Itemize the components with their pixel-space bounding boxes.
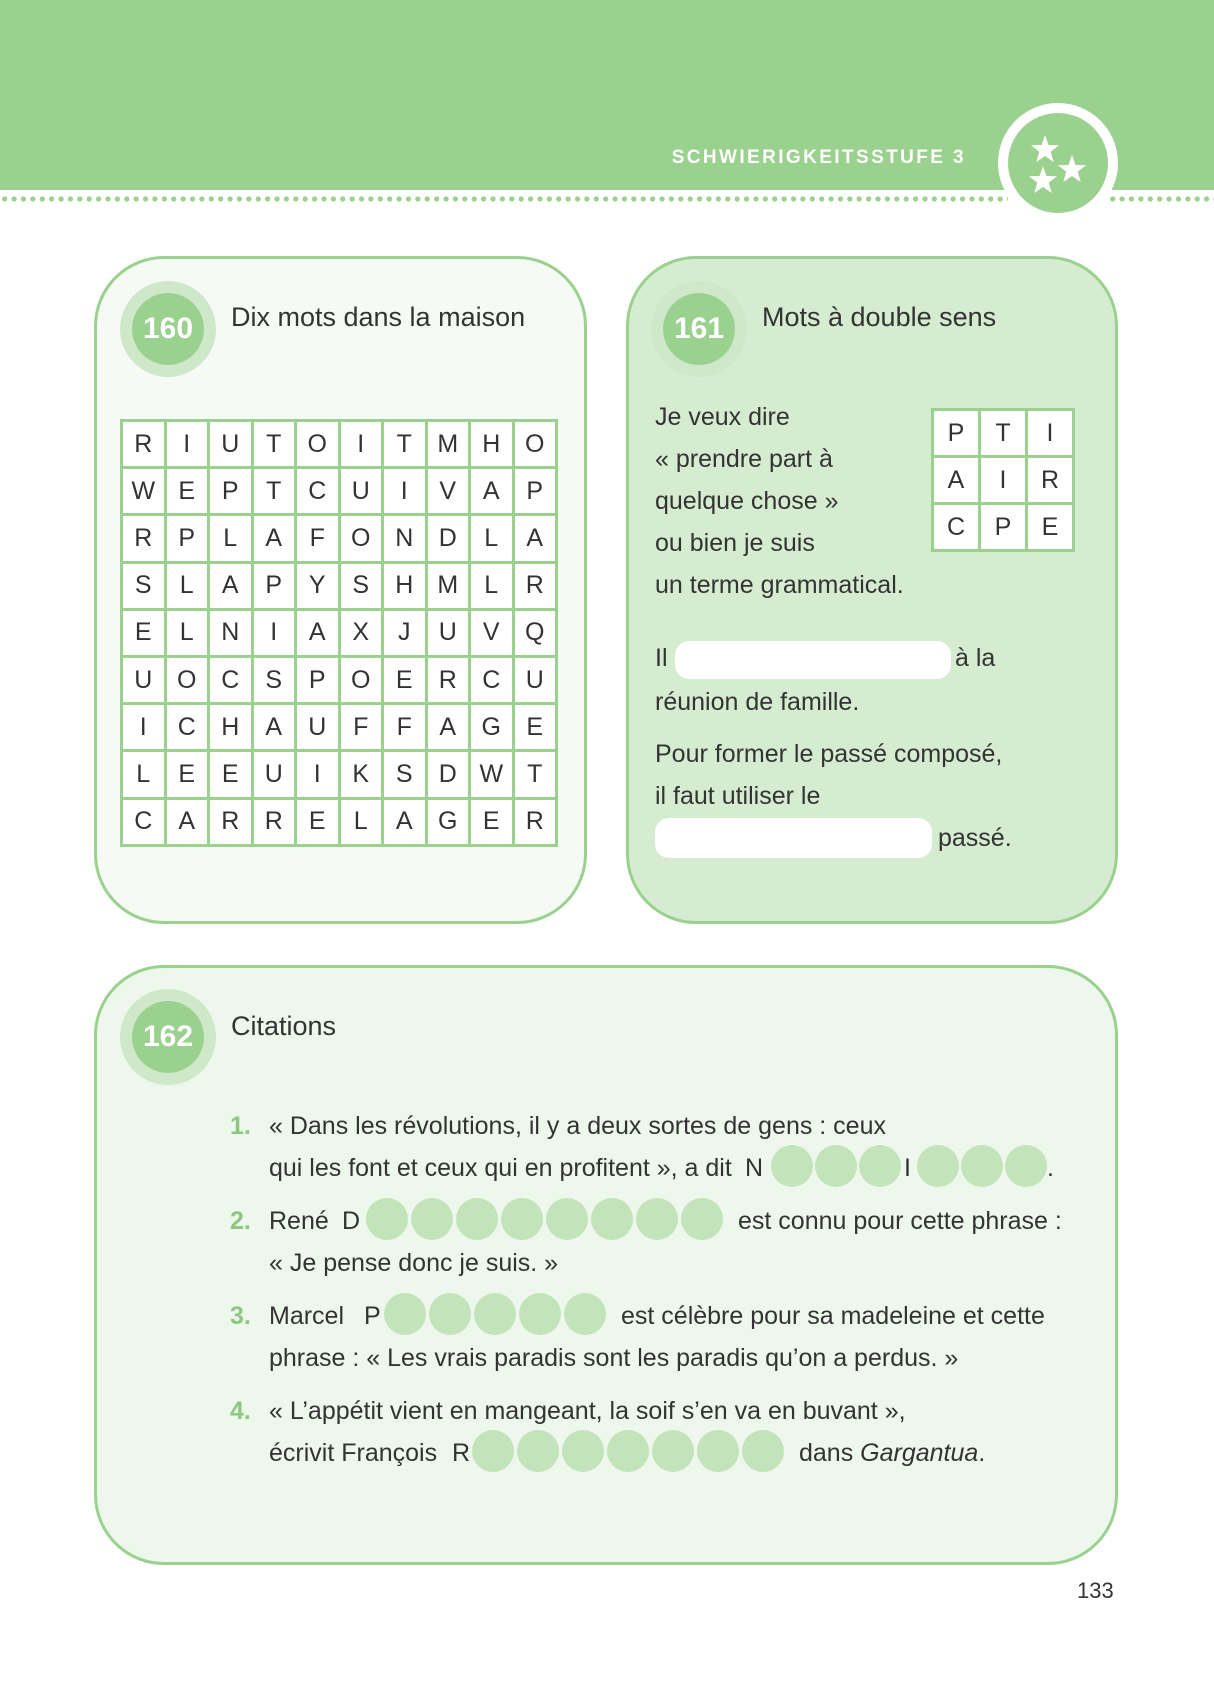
quote-3-first-name: Marcel — [269, 1302, 345, 1330]
grid-cell[interactable]: A — [470, 468, 514, 515]
grid-row — [122, 562, 557, 609]
grid-cell[interactable]: E — [513, 704, 557, 751]
grid-cell[interactable]: N — [383, 515, 427, 562]
grid-cell[interactable]: D — [426, 515, 470, 562]
letter-grid-row — [933, 410, 1074, 457]
letter-circle[interactable] — [562, 1430, 604, 1472]
sentence-2-line-1: Pour former le passé composé, — [655, 740, 1003, 768]
grid-row — [122, 468, 557, 515]
grid-cell[interactable]: T — [513, 751, 557, 798]
grid-row — [122, 751, 557, 798]
difficulty-level-label: SCHWIERIGKEITSSTUFE 3 — [671, 147, 966, 168]
letter-circle[interactable] — [384, 1293, 426, 1335]
grid-cell[interactable]: P — [296, 656, 340, 703]
letter-circle[interactable] — [474, 1293, 516, 1335]
exercise-161-title: Mots à double sens — [762, 302, 997, 332]
letter-circle[interactable] — [472, 1430, 514, 1472]
quote-4-dans: dans — [799, 1439, 854, 1467]
exercise-162-card — [94, 965, 1118, 1565]
grid-cell[interactable]: R — [209, 798, 253, 845]
grid-cell[interactable]: K — [339, 751, 383, 798]
grid-row — [122, 421, 557, 468]
sentence-1-end: réunion de famille. — [655, 688, 860, 716]
letter-cell: A — [933, 457, 980, 504]
letter-circle[interactable] — [366, 1198, 408, 1240]
quote-4-after — [799, 1439, 985, 1468]
letter-circle[interactable] — [591, 1198, 633, 1240]
grid-cell[interactable]: E — [470, 798, 514, 845]
exercise-162-number-badge — [120, 989, 216, 1085]
letter-circle[interactable] — [1005, 1145, 1047, 1187]
grid-cell[interactable]: I — [165, 421, 209, 468]
dotted-divider-right — [1108, 195, 1214, 203]
quote-1-letter-n: N — [745, 1154, 764, 1182]
grid-row — [122, 798, 557, 845]
grid-cell[interactable]: L — [470, 562, 514, 609]
letter-grid — [931, 408, 1075, 552]
letter-circle[interactable] — [961, 1145, 1003, 1187]
grid-cell[interactable]: A — [513, 515, 557, 562]
letter-cell: T — [980, 410, 1027, 457]
grid-cell[interactable]: M — [426, 421, 470, 468]
grid-row — [122, 656, 557, 703]
grid-cell[interactable]: U — [296, 704, 340, 751]
grid-cell[interactable]: E — [209, 751, 253, 798]
three-stars-icon — [998, 103, 1118, 223]
grid-cell[interactable]: L — [122, 751, 166, 798]
letter-circle[interactable] — [607, 1430, 649, 1472]
grid-cell[interactable]: P — [165, 515, 209, 562]
grid-cell[interactable]: C — [122, 798, 166, 845]
grid-cell[interactable]: E — [165, 751, 209, 798]
grid-cell[interactable]: E — [296, 798, 340, 845]
grid-cell[interactable]: R — [122, 515, 166, 562]
grid-cell[interactable]: C — [296, 468, 340, 515]
grid-cell[interactable]: H — [209, 704, 253, 751]
letter-circle[interactable] — [517, 1430, 559, 1472]
grid-cell[interactable]: I — [296, 751, 340, 798]
grid-cell[interactable]: O — [165, 656, 209, 703]
letter-cell: R — [1027, 457, 1074, 504]
grid-cell[interactable]: U — [339, 468, 383, 515]
book-title: Gargantua — [860, 1439, 979, 1467]
exercise-number: 161 — [663, 293, 735, 365]
grid-cell[interactable]: R — [252, 798, 296, 845]
grid-cell[interactable]: A — [252, 704, 296, 751]
letter-cell: C — [933, 504, 980, 551]
grid-cell[interactable]: E — [383, 656, 427, 703]
quote-4-number: 4. — [230, 1397, 251, 1425]
grid-cell[interactable]: T — [252, 421, 296, 468]
letter-cell: I — [980, 457, 1027, 504]
letter-cell: I — [1027, 410, 1074, 457]
exercise-number: 160 — [132, 293, 204, 365]
quote-2-first-name: René — [269, 1207, 329, 1235]
grid-cell[interactable]: U — [513, 656, 557, 703]
exercise-number: 162 — [132, 1001, 204, 1073]
grid-cell[interactable]: U — [426, 609, 470, 656]
quote-4-line-1: « L’appétit vient en mangeant, la soif s’en va en buvant », — [269, 1397, 906, 1425]
grid-cell[interactable]: O — [296, 421, 340, 468]
grid-cell[interactable]: J — [383, 609, 427, 656]
sentence-1-start: Il — [655, 644, 668, 672]
grid-cell[interactable]: F — [296, 515, 340, 562]
grid-cell[interactable]: S — [252, 656, 296, 703]
grid-cell[interactable]: P — [209, 468, 253, 515]
answer-blank-1[interactable] — [675, 641, 951, 679]
letter-cell: P — [933, 410, 980, 457]
grid-cell[interactable]: A — [383, 798, 427, 845]
grid-cell[interactable]: U — [252, 751, 296, 798]
grid-cell[interactable]: V — [426, 468, 470, 515]
grid-cell[interactable]: F — [383, 704, 427, 751]
quote-1-letter-i: I — [904, 1154, 911, 1182]
grid-cell[interactable]: I — [383, 468, 427, 515]
letter-circle[interactable] — [519, 1293, 561, 1335]
grid-cell[interactable]: H — [383, 562, 427, 609]
letter-cell: P — [980, 504, 1027, 551]
grid-cell[interactable]: A — [296, 609, 340, 656]
grid-row — [122, 704, 557, 751]
quote-2-after: est connu pour cette phrase : — [738, 1207, 1062, 1235]
grid-cell[interactable]: W — [470, 751, 514, 798]
grid-cell[interactable]: A — [426, 704, 470, 751]
grid-row — [122, 515, 557, 562]
grid-cell[interactable]: O — [513, 421, 557, 468]
letter-circle[interactable] — [742, 1430, 784, 1472]
quote-2-letter-d: D — [342, 1207, 361, 1235]
letter-cell: E — [1027, 504, 1074, 551]
quote-3-letter-p: P — [364, 1302, 381, 1330]
exercise-161-number-badge — [651, 281, 747, 377]
letter-circle[interactable] — [815, 1145, 857, 1187]
word-search-grid — [120, 419, 558, 847]
letter-circle[interactable] — [681, 1198, 723, 1240]
grid-cell[interactable]: L — [470, 515, 514, 562]
letter-circle[interactable] — [652, 1430, 694, 1472]
grid-cell[interactable]: G — [470, 704, 514, 751]
grid-cell[interactable]: C — [470, 656, 514, 703]
letter-circle[interactable] — [546, 1198, 588, 1240]
riddle-line: « prendre part à — [655, 445, 833, 473]
grid-cell[interactable]: G — [426, 798, 470, 845]
sentence-2-line-2: il faut utiliser le — [655, 782, 821, 810]
grid-cell[interactable]: T — [383, 421, 427, 468]
page-number: 133 — [1077, 1578, 1114, 1603]
grid-cell[interactable]: I — [339, 421, 383, 468]
grid-cell[interactable]: L — [339, 798, 383, 845]
grid-cell[interactable]: H — [470, 421, 514, 468]
grid-cell[interactable]: A — [209, 562, 253, 609]
grid-cell[interactable]: R — [426, 656, 470, 703]
sentence-1-mid: à la — [955, 644, 996, 672]
grid-cell[interactable]: C — [165, 704, 209, 751]
grid-cell[interactable]: R — [513, 562, 557, 609]
grid-cell[interactable]: A — [252, 515, 296, 562]
grid-cell[interactable]: R — [513, 798, 557, 845]
grid-cell[interactable]: Q — [513, 609, 557, 656]
exercise-160-number-badge — [120, 281, 216, 377]
quote-1-line-2: qui les font et ceux qui en profitent », a dit — [269, 1154, 732, 1182]
grid-cell[interactable]: D — [426, 751, 470, 798]
quote-3-line-2: phrase : « Les vrais paradis sont les paradis qu’on a perdus. » — [269, 1344, 959, 1372]
grid-cell[interactable]: V — [470, 609, 514, 656]
quote-3-number: 3. — [230, 1302, 251, 1330]
quote-1-end: . — [1047, 1154, 1054, 1182]
riddle-line: Je veux dire — [655, 403, 790, 431]
grid-cell[interactable]: X — [339, 609, 383, 656]
letter-circle[interactable] — [429, 1293, 471, 1335]
dotted-divider — [0, 195, 1008, 203]
grid-row — [122, 609, 557, 656]
letter-circle[interactable] — [411, 1198, 453, 1240]
grid-cell[interactable]: F — [339, 704, 383, 751]
grid-cell[interactable]: L — [209, 515, 253, 562]
grid-cell[interactable]: I — [122, 704, 166, 751]
answer-blank-2[interactable] — [655, 818, 932, 858]
letter-grid-row — [933, 457, 1074, 504]
letter-circle[interactable] — [917, 1145, 959, 1187]
quote-2-number: 2. — [230, 1207, 251, 1235]
letter-circle[interactable] — [771, 1145, 813, 1187]
riddle-line: un terme grammatical. — [655, 571, 904, 599]
grid-cell[interactable]: P — [513, 468, 557, 515]
grid-cell[interactable]: E — [122, 609, 166, 656]
quote-4-author: écrivit François — [269, 1439, 438, 1467]
quote-1-number: 1. — [230, 1112, 251, 1140]
riddle-line: quelque chose » — [655, 487, 839, 515]
grid-cell[interactable]: E — [165, 468, 209, 515]
letter-circle[interactable] — [636, 1198, 678, 1240]
grid-cell[interactable]: U — [209, 421, 253, 468]
exercise-162-title: Citations — [231, 1011, 337, 1041]
quote-4-end: . — [978, 1439, 986, 1467]
letter-circle[interactable] — [501, 1198, 543, 1240]
riddle-line: ou bien je suis — [655, 529, 815, 557]
grid-cell[interactable]: T — [252, 468, 296, 515]
grid-cell[interactable]: C — [209, 656, 253, 703]
grid-cell[interactable]: W — [122, 468, 166, 515]
grid-cell[interactable]: O — [339, 656, 383, 703]
grid-cell[interactable]: S — [122, 562, 166, 609]
sentence-2-end: passé. — [938, 824, 1012, 852]
grid-cell[interactable]: Y — [296, 562, 340, 609]
grid-cell[interactable]: S — [339, 562, 383, 609]
grid-cell[interactable]: N — [209, 609, 253, 656]
letter-circle[interactable] — [859, 1145, 901, 1187]
exercise-160-title: Dix mots dans la maison — [231, 302, 526, 332]
quote-4-letter-r: R — [452, 1439, 471, 1467]
grid-cell[interactable]: O — [339, 515, 383, 562]
grid-cell[interactable]: I — [252, 609, 296, 656]
grid-cell[interactable]: P — [252, 562, 296, 609]
letter-circle[interactable] — [564, 1293, 606, 1335]
grid-cell[interactable]: U — [122, 656, 166, 703]
quote-3-after: est célèbre pour sa madeleine et cette — [621, 1302, 1045, 1330]
grid-cell[interactable]: R — [122, 421, 166, 468]
grid-cell[interactable]: S — [383, 751, 427, 798]
grid-cell[interactable]: L — [165, 609, 209, 656]
grid-cell[interactable]: L — [165, 562, 209, 609]
letter-circle[interactable] — [456, 1198, 498, 1240]
letter-grid-row — [933, 504, 1074, 551]
quote-2-line-2: « Je pense donc je suis. » — [269, 1249, 559, 1277]
quote-1-line-1: « Dans les révolutions, il y a deux sortes de gens : ceux — [269, 1112, 886, 1140]
letter-circle[interactable] — [697, 1430, 739, 1472]
grid-cell[interactable]: M — [426, 562, 470, 609]
grid-cell[interactable]: A — [165, 798, 209, 845]
